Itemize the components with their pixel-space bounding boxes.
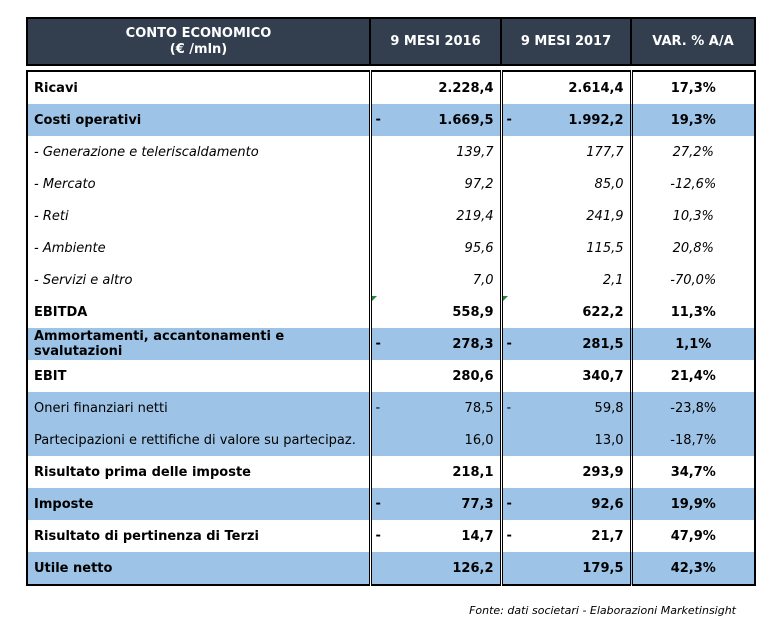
row-label: Ricavi: [27, 71, 370, 104]
row-label: Oneri finanziari netti: [27, 392, 370, 424]
row-variation: -18,7%: [631, 424, 755, 456]
row-value-2016: [370, 104, 501, 136]
value: 281,5: [582, 336, 624, 352]
row-variation: 47,9%: [631, 520, 755, 552]
row-variation: -12,6%: [631, 168, 755, 200]
row-value-2017: [501, 104, 631, 136]
row-variation: 20,8%: [631, 232, 755, 264]
row-value-2017: [501, 520, 631, 552]
value: 21,7: [591, 528, 624, 544]
header-var-pct: VAR. % A/A: [631, 18, 755, 65]
row-value-2016: [370, 136, 501, 168]
row-value-2017: [501, 488, 631, 520]
row-value-2016: [370, 232, 501, 264]
value: 1.669,5: [438, 112, 494, 128]
negative-sign: -: [506, 528, 512, 544]
header-title: CONTO ECONOMICO: [125, 25, 272, 41]
table-row: [27, 168, 755, 200]
value: 241,9: [586, 208, 624, 224]
row-value-2017: [501, 296, 631, 328]
table-row: [27, 136, 755, 168]
table-row: [27, 71, 755, 104]
row-value-2017: [501, 232, 631, 264]
header-9-mesi-2017: 9 MESI 2017: [501, 18, 631, 65]
row-label: - Mercato: [27, 168, 370, 200]
row-label: Ammortamenti, accantonamenti e svalutazioni: [27, 328, 370, 360]
table-row: [27, 424, 755, 456]
row-value-2017: [501, 200, 631, 232]
row-value-2017: [501, 424, 631, 456]
row-label: - Ambiente: [27, 232, 370, 264]
row-label: Risultato prima delle imposte: [27, 456, 370, 488]
value: 92,6: [591, 496, 624, 512]
row-variation: 19,9%: [631, 488, 755, 520]
value: 78,5: [464, 400, 494, 416]
table-row: [27, 232, 755, 264]
header-conto-economico: [27, 18, 370, 65]
value: 293,9: [582, 464, 624, 480]
value: 14,7: [461, 528, 494, 544]
value: 219,4: [456, 208, 494, 224]
row-value-2016: [370, 264, 501, 296]
value: 622,2: [582, 304, 624, 320]
header-unit: (€ /mln): [169, 41, 228, 57]
value: 13,0: [594, 432, 624, 448]
value: 2.614,4: [568, 80, 624, 96]
row-value-2017: [501, 71, 631, 104]
value: 2.228,4: [438, 80, 494, 96]
negative-sign: -: [506, 400, 512, 416]
row-value-2016: [370, 168, 501, 200]
row-value-2017: [501, 392, 631, 424]
row-variation: 34,7%: [631, 456, 755, 488]
cell-comment-marker: [372, 296, 377, 301]
table-row: [27, 360, 755, 392]
table-row: [27, 264, 755, 296]
row-value-2017: [501, 456, 631, 488]
row-value-2017: [501, 168, 631, 200]
row-value-2016: [370, 552, 501, 585]
table-row: [27, 456, 755, 488]
row-value-2016: [370, 71, 501, 104]
row-label: Imposte: [27, 488, 370, 520]
value: 77,3: [461, 496, 494, 512]
value: 126,2: [452, 560, 494, 576]
value: 139,7: [456, 144, 494, 160]
value: 115,5: [586, 240, 624, 256]
value: 1.992,2: [568, 112, 624, 128]
value: 7,0: [472, 272, 494, 288]
row-value-2017: [501, 552, 631, 585]
row-variation: 1,1%: [631, 328, 755, 360]
table-row: [27, 296, 755, 328]
row-value-2016: [370, 328, 501, 360]
negative-sign: -: [375, 400, 381, 416]
value: 97,2: [464, 176, 494, 192]
negative-sign: -: [506, 112, 512, 128]
row-variation: -23,8%: [631, 392, 755, 424]
table-row: [27, 520, 755, 552]
row-value-2016: [370, 200, 501, 232]
income-statement: [26, 17, 754, 617]
table-row: [27, 552, 755, 585]
row-variation: 27,2%: [631, 136, 755, 168]
row-label: Risultato di pertinenza di Terzi: [27, 520, 370, 552]
row-value-2017: [501, 360, 631, 392]
row-value-2016: [370, 392, 501, 424]
row-value-2016: [370, 360, 501, 392]
table-row: [27, 200, 755, 232]
header-9-mesi-2016: 9 MESI 2016: [370, 18, 501, 65]
row-label: Utile netto: [27, 552, 370, 585]
value: 95,6: [464, 240, 494, 256]
value: 59,8: [594, 400, 624, 416]
row-label: - Generazione e teleriscaldamento: [27, 136, 370, 168]
negative-sign: -: [506, 496, 512, 512]
table-row: [27, 488, 755, 520]
table-row: [27, 328, 755, 360]
row-value-2017: [501, 328, 631, 360]
income-statement-table: [26, 17, 756, 586]
row-value-2017: [501, 136, 631, 168]
row-variation: 19,3%: [631, 104, 755, 136]
row-value-2016: [370, 296, 501, 328]
table-row: [27, 392, 755, 424]
row-variation: 21,4%: [631, 360, 755, 392]
negative-sign: -: [375, 496, 381, 512]
table-header-row: [27, 18, 755, 65]
row-label: Costi operativi: [27, 104, 370, 136]
value: 558,9: [452, 304, 494, 320]
row-value-2016: [370, 488, 501, 520]
row-value-2016: [370, 520, 501, 552]
row-label: EBITDA: [27, 296, 370, 328]
row-label: EBIT: [27, 360, 370, 392]
row-value-2016: [370, 424, 501, 456]
cell-comment-marker: [503, 296, 508, 301]
value: 179,5: [582, 560, 624, 576]
table-row: [27, 104, 755, 136]
value: 280,6: [452, 368, 494, 384]
row-label: - Servizi e altro: [27, 264, 370, 296]
value: 340,7: [582, 368, 624, 384]
value: 177,7: [586, 144, 624, 160]
value: 2,1: [602, 272, 624, 288]
value: 85,0: [594, 176, 624, 192]
value: 16,0: [464, 432, 494, 448]
row-label: - Reti: [27, 200, 370, 232]
row-variation: 42,3%: [631, 552, 755, 585]
negative-sign: -: [506, 336, 512, 352]
row-variation: 11,3%: [631, 296, 755, 328]
row-variation: -70,0%: [631, 264, 755, 296]
row-label: Partecipazioni e rettifiche di valore su partecipaz.: [27, 424, 370, 456]
row-variation: 17,3%: [631, 71, 755, 104]
negative-sign: -: [375, 112, 381, 128]
row-value-2017: [501, 264, 631, 296]
row-variation: 10,3%: [631, 200, 755, 232]
row-value-2016: [370, 456, 501, 488]
negative-sign: -: [375, 336, 381, 352]
value: 278,3: [452, 336, 494, 352]
source-note: Fonte: dati societari - Elaborazioni Marketinsight: [469, 604, 736, 617]
negative-sign: -: [375, 528, 381, 544]
value: 218,1: [452, 464, 494, 480]
